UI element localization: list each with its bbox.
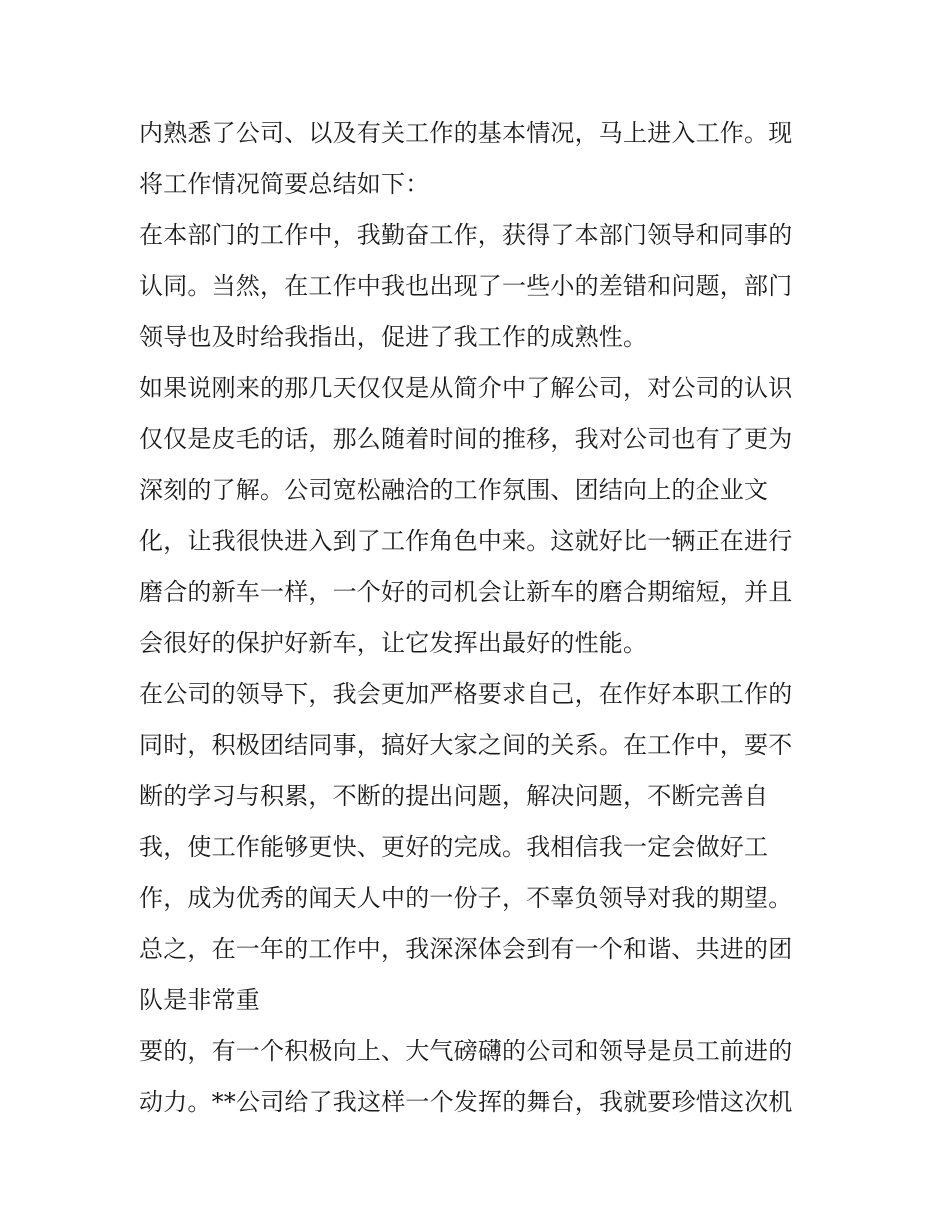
- text-line: 内熟悉了公司、以及有关工作的基本情况，马上进入工作。现: [139, 119, 793, 147]
- text-line: 在本部门的工作中，我勤奋工作，获得了本部门领导和同事的: [139, 221, 793, 249]
- text-line: 会很好的保护好新车，让它发挥出最好的性能。: [139, 629, 648, 657]
- text-line: 深刻的了解。公司宽松融洽的工作氛围、团结向上的企业文: [139, 476, 769, 504]
- text-line: 将工作情况简要总结如下：: [139, 170, 430, 198]
- text-line: 总之，在一年的工作中，我深深体会到有一个和谐、共进的团: [139, 935, 793, 963]
- text-line: 领导也及时给我指出，促进了我工作的成熟性。: [139, 323, 648, 351]
- text-line: 作，成为优秀的闻天人中的一份子，不辜负领导对我的期望。: [139, 884, 793, 912]
- text-line: 认同。当然，在工作中我也出现了一些小的差错和问题，部门: [139, 272, 793, 300]
- text-line: 我，使工作能够更快、更好的完成。我相信我一定会做好工: [139, 833, 769, 861]
- text-line: 要的，有一个积极向上、大气磅礴的公司和领导是员工前进的: [139, 1037, 793, 1065]
- text-line: 磨合的新车一样，一个好的司机会让新车的磨合期缩短，并且: [139, 578, 793, 606]
- text-line: 在公司的领导下，我会更加严格要求自己，在作好本职工作的: [139, 680, 793, 708]
- text-line: 如果说刚来的那几天仅仅是从简介中了解公司，对公司的认识: [139, 374, 793, 402]
- text-line: 动力。**公司给了我这样一个发挥的舞台，我就要珍惜这次机: [139, 1088, 793, 1116]
- text-line: 同时，积极团结同事，搞好大家之间的关系。在工作中，要不: [139, 731, 793, 759]
- body-text: [139, 108, 819, 1128]
- text-line: 队是非常重: [139, 986, 260, 1014]
- text-line: 断的学习与积累，不断的提出问题，解决问题，不断完善自: [139, 782, 769, 810]
- text-line: 化，让我很快进入到了工作角色中来。这就好比一辆正在进行: [139, 527, 793, 555]
- text-line: 仅仅是皮毛的话，那么随着时间的推移，我对公司也有了更为: [139, 425, 793, 453]
